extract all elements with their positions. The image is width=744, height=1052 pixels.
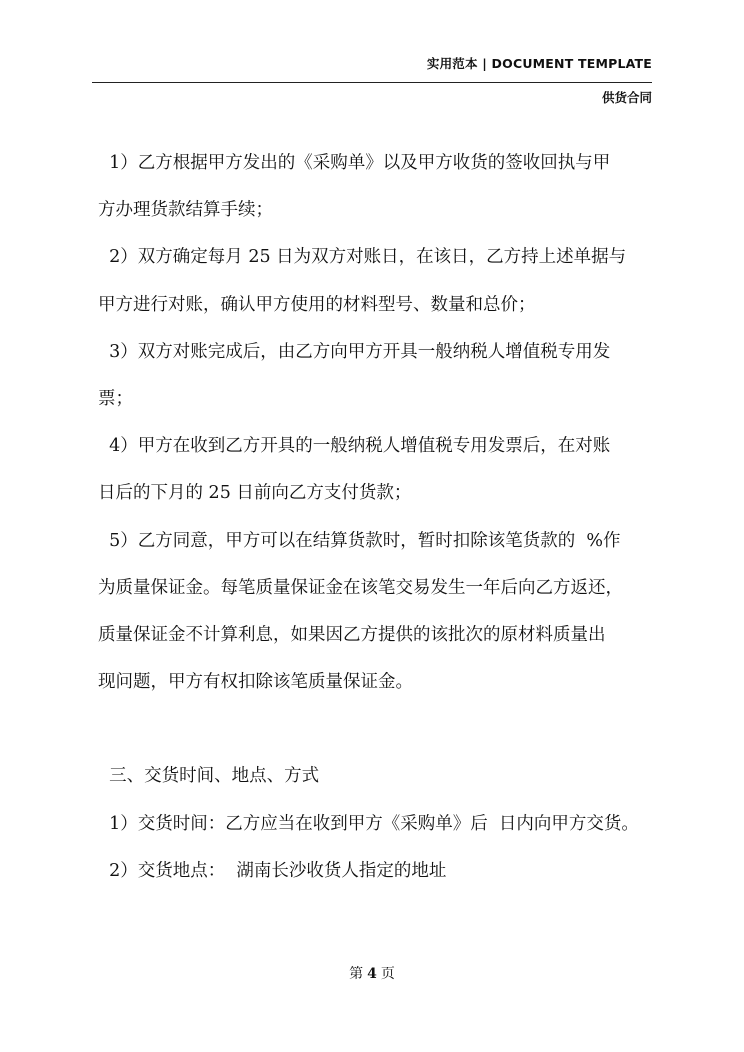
page-number xyxy=(0,963,744,983)
paragraph-line: 日后的下月的 25 日前向乙方支付货款； xyxy=(98,483,412,504)
page-suffix: 页 xyxy=(380,966,395,982)
paragraph-line: 为质量保证金。每笔质量保证金在该笔交易发生一年后向乙方返还， xyxy=(98,577,623,598)
section-item: 2）交货地点： 湖南长沙收货人指定的地址 xyxy=(98,860,447,881)
page-prefix: 第 xyxy=(349,966,364,982)
paragraph-line: 票； xyxy=(98,388,133,409)
paragraph-line: 质量保证金不计算利息，如果因乙方提供的该批次的原材料质量出 xyxy=(98,624,606,645)
paragraph-line: 5）乙方同意，甲方可以在结算货款时，暂时扣除该笔货款的 %作 xyxy=(98,530,621,551)
paragraph-line: 4）甲方在收到乙方开具的一般纳税人增值税专用发票后，在对账 xyxy=(98,436,611,457)
header-divider xyxy=(92,82,652,83)
paragraph-line: 1）乙方根据甲方发出的《采购单》以及甲方收货的签收回执与甲 xyxy=(98,153,611,173)
document-body xyxy=(98,140,658,895)
paragraph-line: 甲方进行对账，确认甲方使用的材料型号、数量和总价； xyxy=(98,294,536,315)
section-heading: 三、交货时间、地点、方式 xyxy=(98,766,320,787)
section-spacer xyxy=(98,706,658,753)
paragraph-line: 2）双方确定每月 25 日为双方对账日，在该日，乙方持上述单据与 xyxy=(98,247,627,268)
document-subtitle: 供货合同 xyxy=(601,90,652,105)
header-title: 实用范本 | DOCUMENT TEMPLATE xyxy=(426,56,652,71)
page-number-value: 4 xyxy=(367,966,377,982)
section-item: 1）交货时间：乙方应当在收到甲方《采购单》后 日内向甲方交货。 xyxy=(98,813,639,834)
paragraph-line: 3）双方对账完成后，由乙方向甲方开具一般纳税人增值税专用发 xyxy=(98,341,611,362)
paragraph-line: 现问题，甲方有权扣除该笔质量保证金。 xyxy=(98,672,413,693)
paragraph-line: 方办理货款结算手续； xyxy=(98,200,273,221)
